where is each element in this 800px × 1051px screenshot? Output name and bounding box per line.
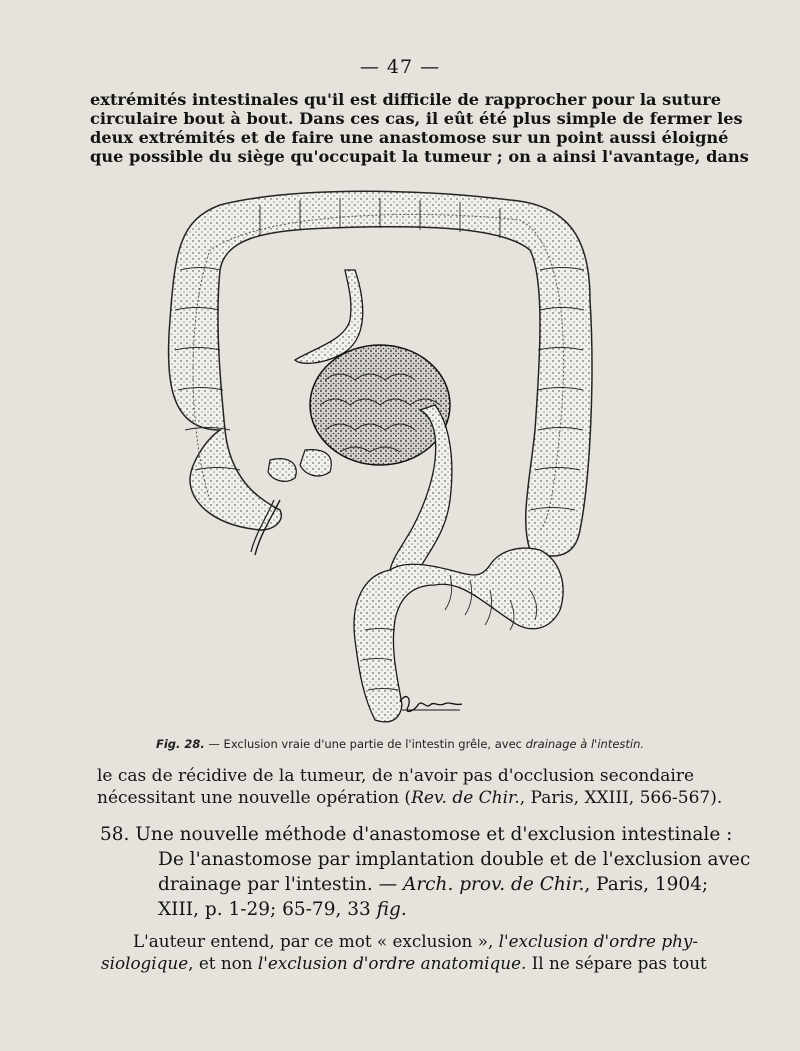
text-line: drainage par l'intestin. — Arch. prov. de Chir., Paris, 1904; — [158, 874, 709, 895]
entry-number: 58. — [100, 824, 130, 845]
text-line: deux extrémités et de faire une anastomose sur un point aussi éloigné — [90, 128, 729, 147]
text-line: que possible du siège qu'occupait la tumeur ; on a ainsi l'avantage, dans — [90, 147, 749, 166]
text-line: L'auteur entend, par ce mot « exclusion », l'exclusion d'ordre phy- — [133, 931, 699, 951]
intestine-illustration — [150, 180, 610, 730]
text-line: le cas de récidive de la tumeur, de n'avoir pas d'occlusion secondaire — [97, 766, 695, 786]
continuation-paragraph — [97, 765, 723, 809]
illustrator-signature — [400, 697, 462, 712]
tumor-mass — [310, 345, 450, 465]
text-line: siologique, et non l'exclusion d'ordre anatomique. Il ne sépare pas tout — [101, 953, 707, 973]
text-line: nécessitant une nouvelle opération (Rev. de Chir., Paris, XXIII, 566-567). — [97, 788, 723, 808]
figure-caption — [0, 737, 800, 751]
text-line: extrémités intestinales qu'il est difficile de rapprocher pour la suture — [90, 90, 722, 109]
text-line: XIII, p. 1-29; 65-79, 33 fig. — [158, 899, 407, 920]
page-number: — 47 — — [359, 56, 441, 78]
text-line: circulaire bout à bout. Dans ces cas, il eût été plus simple de fermer les — [90, 109, 743, 128]
caption-text: — Exclusion vraie d'une partie de l'intestin grêle, avec — [204, 737, 526, 751]
bibliography-entry — [100, 822, 751, 922]
text-line: De l'anastomose par implantation double et de l'exclusion avec — [158, 849, 751, 870]
entry-title-line: 58. Une nouvelle méthode d'anastomose et d'exclusion intestinale : — [100, 824, 733, 845]
top-paragraph — [90, 90, 749, 166]
figure-label: Fig. 28. — [155, 737, 205, 751]
last-paragraph — [101, 930, 707, 974]
caption-italic: drainage à l'intestin. — [525, 737, 645, 751]
